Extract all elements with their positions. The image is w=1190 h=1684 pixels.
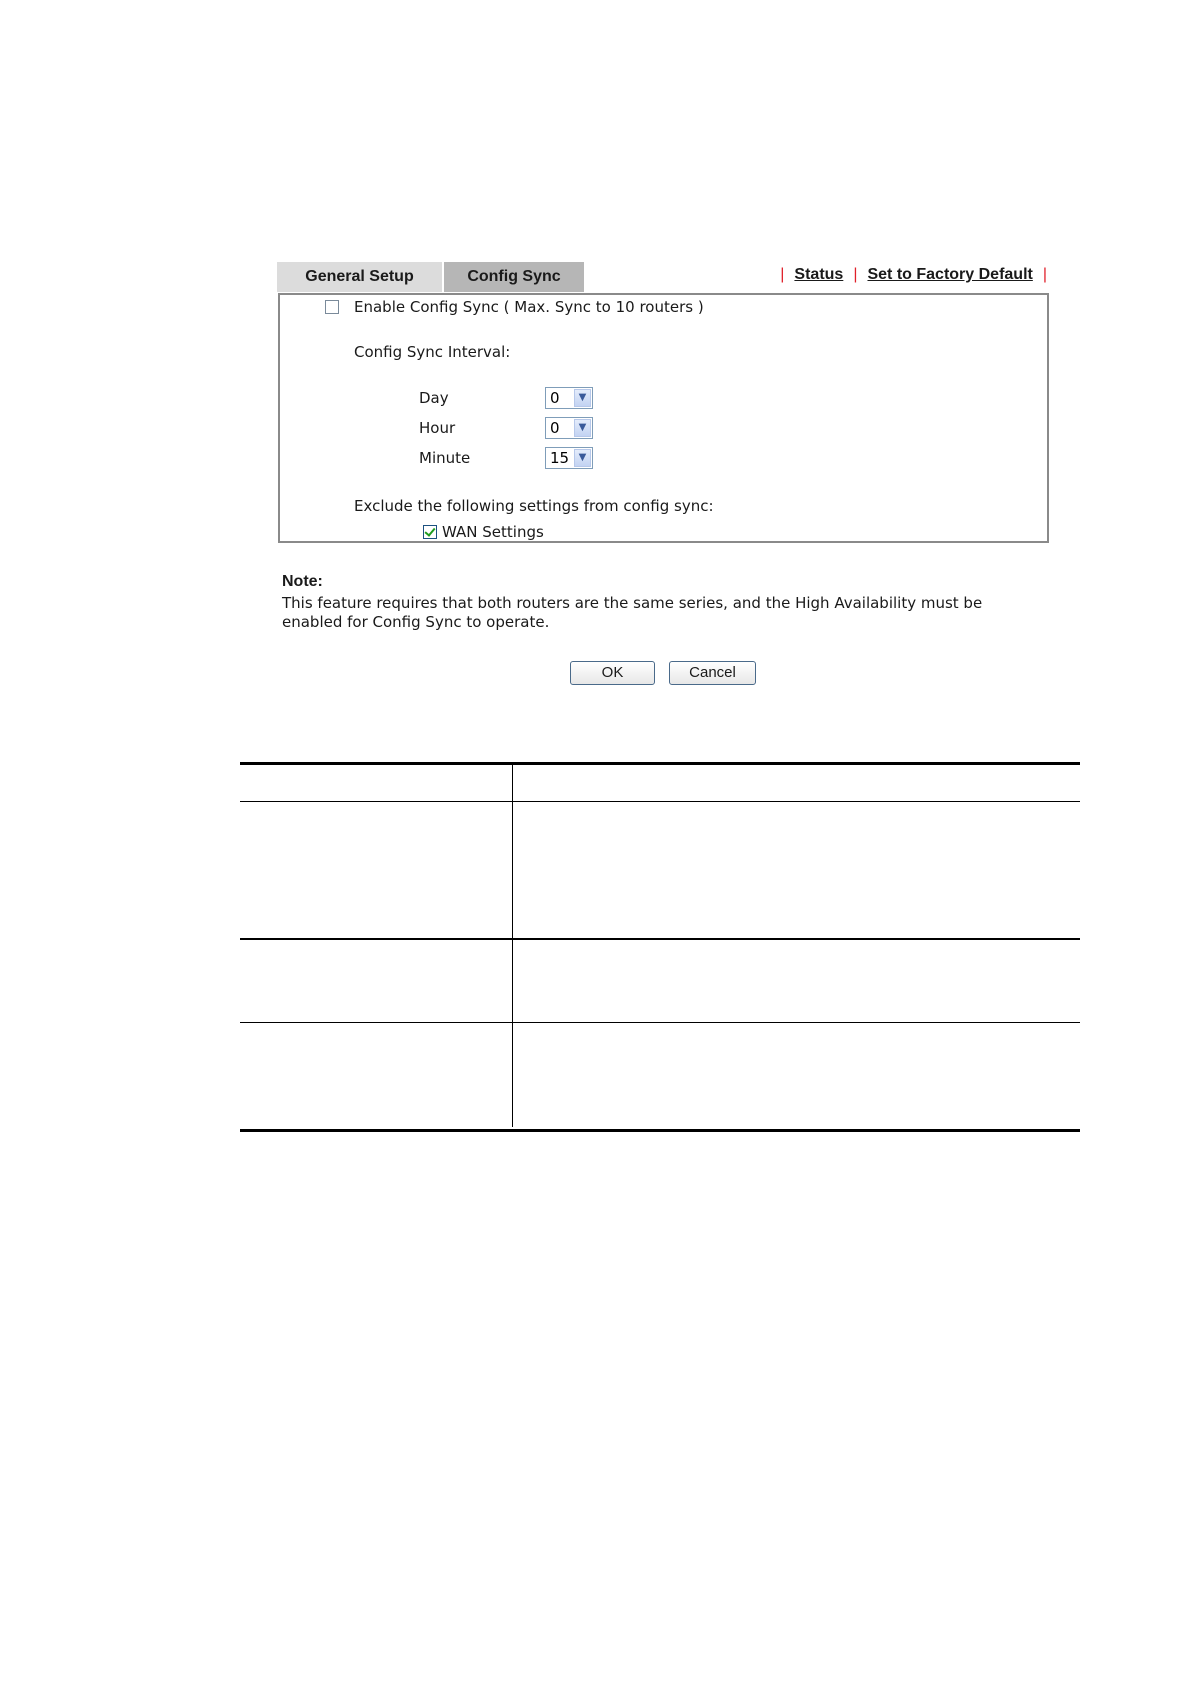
tab-config-sync[interactable]: Config Sync: [444, 262, 584, 292]
header-links: [770, 266, 1047, 284]
ok-button[interactable]: OK: [570, 661, 655, 685]
note-line-1: This feature requires that both routers are the same series, and the High Availability must be: [282, 594, 983, 612]
note-line-2: enabled for Config Sync to operate.: [282, 613, 550, 631]
wan-settings-checkbox[interactable]: [423, 525, 437, 539]
enable-config-sync-checkbox[interactable]: [325, 300, 339, 314]
minute-label: Minute: [419, 449, 471, 467]
config-sync-interval-heading: Config Sync Interval:: [354, 343, 511, 361]
status-link[interactable]: Status: [794, 266, 844, 283]
factory-default-link[interactable]: Set to Factory Default: [867, 266, 1033, 283]
table-row-divider: [240, 801, 1080, 802]
minute-select[interactable]: [545, 447, 593, 469]
enable-config-sync-label: Enable Config Sync ( Max. Sync to 10 routers ): [354, 298, 704, 316]
table-bottom-rule: [240, 1129, 1080, 1132]
table-row-divider: [240, 938, 1080, 940]
chevron-down-icon: ▼: [574, 389, 591, 407]
minute-value: 15: [550, 449, 570, 467]
hour-select[interactable]: [545, 417, 593, 439]
link-separator: |: [1042, 266, 1047, 283]
note-title: Note:: [282, 573, 323, 590]
cancel-button[interactable]: Cancel: [669, 661, 756, 685]
chevron-down-icon: ▼: [574, 449, 591, 467]
day-value: 0: [550, 389, 560, 407]
day-select[interactable]: [545, 387, 593, 409]
table-row-divider: [240, 1022, 1080, 1023]
link-separator: |: [780, 266, 785, 283]
day-label: Day: [419, 389, 449, 407]
hour-label: Hour: [419, 419, 456, 437]
wan-settings-label: WAN Settings: [442, 523, 544, 541]
exclude-heading: Exclude the following settings from config sync:: [354, 497, 714, 515]
tab-general-setup[interactable]: General Setup: [277, 262, 442, 292]
link-separator: |: [853, 266, 858, 283]
hour-value: 0: [550, 419, 560, 437]
chevron-down-icon: ▼: [574, 419, 591, 437]
table-column-divider: [512, 762, 513, 1127]
table-top-rule: [240, 762, 1080, 765]
